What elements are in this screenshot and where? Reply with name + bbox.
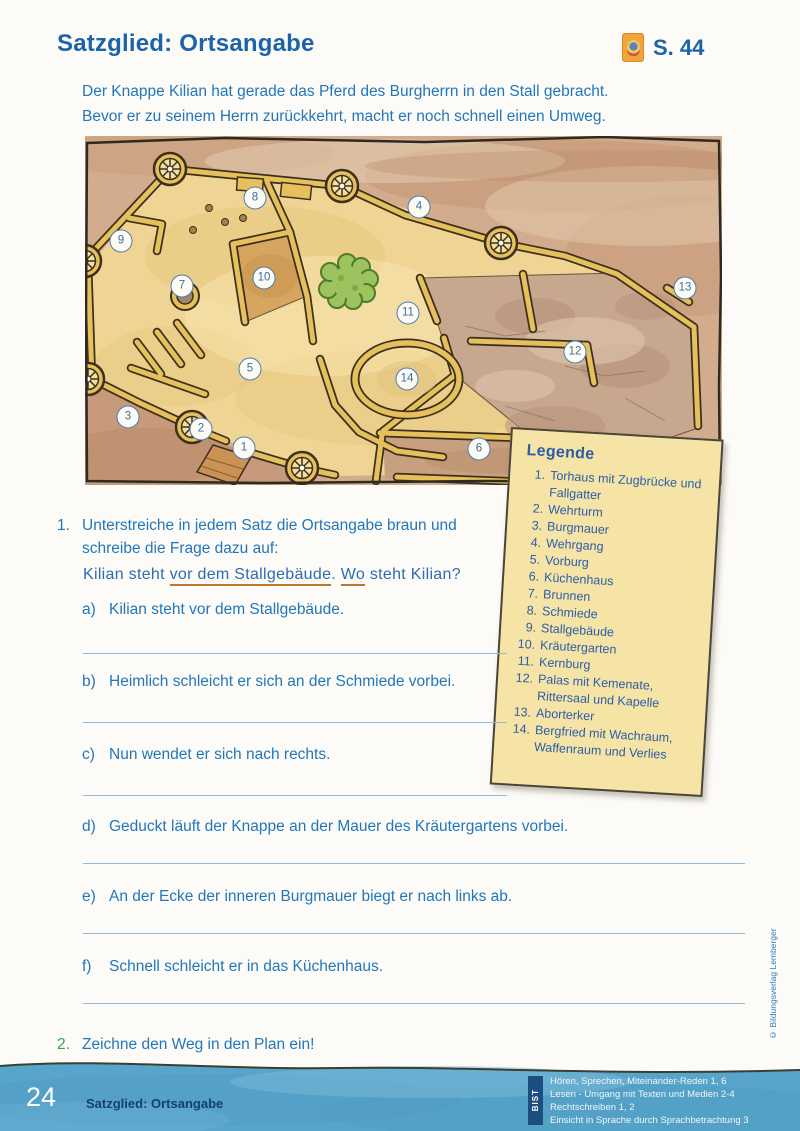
sentence-item-f: f) Schnell schleicht er in das Küchenhaus. [82, 958, 383, 975]
legend-item: 9. Stallgebäude [525, 620, 615, 640]
page-title: Satzglied: Ortsangabe [57, 30, 315, 57]
exercise-2-instruction: Zeichne den Weg in den Plan ein! [82, 1036, 315, 1053]
footer-band [0, 1050, 800, 1131]
standard-line: Rechtschreiben 1, 2 [550, 1102, 635, 1113]
map-marker-1: 1 [233, 437, 256, 460]
legend-item: 12. Palas mit Kemenate, Rittersaal und Kapelle [515, 670, 660, 711]
sentence-item-c: c) Nun wendet er sich nach rechts. [82, 746, 331, 763]
map-marker-2: 2 [190, 418, 213, 441]
legend-item: 5. Vorburg [529, 552, 590, 570]
map-marker-4: 4 [408, 196, 431, 219]
map-marker-10: 10 [253, 267, 276, 290]
exercise-1-number: 1. [57, 517, 70, 534]
intro-line-1: Der Knappe Kilian hat gerade das Pferd des Burgherrn in den Stall gebracht. [82, 83, 609, 100]
legend-item: 14. Bergfried mit Wachraum, Waffenraum und Verlies [512, 721, 674, 762]
legend-item: 6. Küchenhaus [528, 569, 614, 589]
exercise-2-number: 2. [57, 1036, 70, 1053]
answer-line-b[interactable] [83, 722, 507, 723]
sentence-item-d: d) Geduckt läuft der Knappe an der Mauer des Kräutergartens vorbei. [82, 818, 569, 835]
intro-text [82, 79, 608, 129]
page-reference-label: S. 44 [653, 34, 705, 60]
textbook-icon [622, 33, 644, 62]
legend-panel [490, 427, 724, 797]
answer-line-a[interactable] [83, 653, 507, 654]
map-marker-13: 13 [674, 277, 697, 300]
exercise-1-example: Kilian steht vor dem Stallgebäude. Wo steht Kilian? [83, 566, 461, 584]
answer-line-d[interactable] [83, 863, 745, 864]
legend-item: 11. Kernburg [517, 653, 591, 673]
legend-item: 10. Kräutergarten [517, 636, 617, 657]
footer-section-label: Satzglied: Ortsangabe [86, 1096, 224, 1111]
legend-item: 2. Wehrturm [532, 501, 604, 520]
sentence-item-a: a) Kilian steht vor dem Stallgebäude. [82, 601, 345, 618]
map-marker-8: 8 [244, 187, 267, 210]
map-marker-5: 5 [239, 358, 262, 381]
underlined-place-phrase: vor dem Stallgebäude [170, 566, 332, 586]
map-marker-3: 3 [117, 406, 140, 429]
answer-line-e[interactable] [83, 933, 745, 934]
bist-badge: BIST [528, 1076, 543, 1125]
legend-item: 3. Burgmauer [531, 518, 610, 537]
map-marker-11: 11 [397, 302, 420, 325]
map-marker-12: 12 [564, 341, 587, 364]
map-marker-9: 9 [110, 230, 133, 253]
sentence-item-b: b) Heimlich schleicht er sich an der Schmiede vorbei. [82, 673, 456, 690]
page-reference [622, 33, 704, 62]
exercise-1-instruction: Unterstreiche in jedem Satz die Ortsangabe braun und schreibe die Frage dazu auf: [82, 517, 457, 557]
answer-line-f[interactable] [83, 1003, 745, 1004]
education-standards [550, 1075, 749, 1127]
intro-line-2: Bevor er zu seinem Herrn zurückkehrt, macht er noch schnell einen Umweg. [82, 108, 606, 125]
legend-item: 1. Torhaus mit Zugbrücke und Fallgatter [534, 467, 702, 503]
legend-item: 13. Aborterker [513, 704, 595, 724]
legend-item: 8. Schmiede [526, 603, 599, 622]
page-number: 24 [26, 1082, 57, 1112]
map-bush [319, 254, 378, 309]
standard-line: Hören, Sprechen, Miteinander-Reden 1, 6 [550, 1076, 727, 1087]
legend-title: Legende [526, 441, 595, 463]
map-marker-6: 6 [468, 438, 491, 461]
sentence-item-e: e) An der Ecke der inneren Burgmauer biegt er nach links ab. [82, 888, 513, 905]
map-marker-14: 14 [396, 368, 419, 391]
castle-map [85, 136, 722, 485]
standard-line: Lesen - Umgang mit Texten und Medien 2-4 [550, 1089, 735, 1100]
legend-item: 7. Brunnen [527, 586, 591, 604]
map-marker-7: 7 [171, 275, 194, 298]
standard-line: Einsicht in Sprache durch Sprachbetrachtung 3 [550, 1115, 749, 1126]
answer-line-c[interactable] [83, 795, 507, 796]
exercise-1 [57, 514, 527, 560]
legend-item: 4. Wehrgang [530, 535, 604, 554]
publisher-copyright: © Bildungsverlag Lemberger [768, 928, 778, 1040]
underlined-question-word: Wo [341, 566, 365, 586]
